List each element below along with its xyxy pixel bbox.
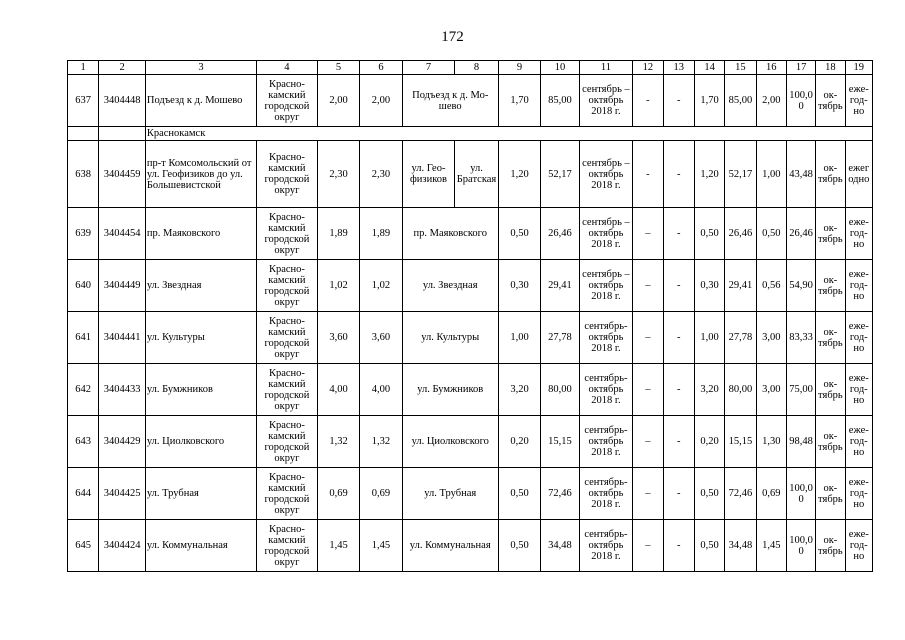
value-cell: - [663, 260, 694, 312]
district-cell: Красно-камский городской округ [257, 260, 318, 312]
value-cell: 2,30 [360, 141, 402, 208]
row-number: 642 [68, 364, 99, 416]
column-header: 14 [694, 61, 724, 75]
road-name: пр. Маяковского [145, 208, 256, 260]
value-cell: - [663, 208, 694, 260]
road-code: 3404429 [99, 416, 146, 468]
value-cell: 0,50 [694, 468, 724, 520]
value-cell: - [633, 75, 663, 127]
value-cell: 1,00 [756, 141, 786, 208]
road-code: 3404449 [99, 260, 146, 312]
value-cell: 34,48 [725, 520, 756, 572]
location-cell: ул. Бумжников [402, 364, 498, 416]
column-header: 13 [663, 61, 694, 75]
row-number: 645 [68, 520, 99, 572]
table-row [68, 364, 873, 416]
value-cell: 80,00 [725, 364, 756, 416]
value-cell: 0,20 [498, 416, 540, 468]
period-cell: сентябрь – октябрь 2018 г. [579, 208, 633, 260]
column-header: 1 [68, 61, 99, 75]
month-cell: ок-тябрь [816, 520, 845, 572]
value-cell: 29,41 [541, 260, 579, 312]
period-cell: сентябрь-октябрь 2018 г. [579, 468, 633, 520]
value-cell: – [633, 520, 663, 572]
value-cell: - [663, 364, 694, 416]
district-cell: Красно-камский городской округ [257, 520, 318, 572]
road-code: 3404433 [99, 364, 146, 416]
table-row [68, 260, 873, 312]
row-number: 644 [68, 468, 99, 520]
month-cell: ок-тябрь [816, 364, 845, 416]
frequency-cell: еже-год-но [845, 416, 872, 468]
value-cell: 0,20 [694, 416, 724, 468]
frequency-cell: еже-год-но [845, 468, 872, 520]
district-cell: Красно-камский городской округ [257, 208, 318, 260]
road-code: 3404441 [99, 312, 146, 364]
value-cell: 2,00 [360, 75, 402, 127]
value-cell: 0,50 [498, 520, 540, 572]
value-cell: 1,32 [360, 416, 402, 468]
month-cell: ок-тябрь [816, 208, 845, 260]
value-cell: 3,60 [360, 312, 402, 364]
value-cell: 26,46 [786, 208, 815, 260]
value-cell: – [633, 416, 663, 468]
value-cell: - [663, 416, 694, 468]
value-cell: 0,69 [360, 468, 402, 520]
value-cell: 26,46 [725, 208, 756, 260]
value-cell: 1,45 [756, 520, 786, 572]
location-cell: пр. Маяковского [402, 208, 498, 260]
period-cell: сентябрь – октябрь 2018 г. [579, 260, 633, 312]
value-cell: 1,02 [360, 260, 402, 312]
empty-cell [99, 127, 146, 141]
value-cell: 1,00 [694, 312, 724, 364]
frequency-cell: еже-год-но [845, 260, 872, 312]
column-header: 9 [498, 61, 540, 75]
road-code: 3404459 [99, 141, 146, 208]
table-row [68, 141, 873, 208]
column-header: 7 [402, 61, 455, 75]
district-cell: Красно-камский городской округ [257, 416, 318, 468]
value-cell: 0,30 [694, 260, 724, 312]
value-cell: 0,50 [756, 208, 786, 260]
road-name: ул. Трубная [145, 468, 256, 520]
district-cell: Красно-камский городской округ [257, 75, 318, 127]
row-number: 637 [68, 75, 99, 127]
value-cell: 3,20 [498, 364, 540, 416]
value-cell: – [633, 312, 663, 364]
table-row [68, 75, 873, 127]
table-row [68, 312, 873, 364]
value-cell: 72,46 [541, 468, 579, 520]
value-cell: 4,00 [317, 364, 359, 416]
period-cell: сентябрь-октябрь 2018 г. [579, 312, 633, 364]
value-cell: 72,46 [725, 468, 756, 520]
location-to: ул. Братская [455, 141, 498, 208]
value-cell: 0,69 [317, 468, 359, 520]
row-number: 643 [68, 416, 99, 468]
value-cell: – [633, 364, 663, 416]
value-cell: 15,15 [725, 416, 756, 468]
value-cell: 1,45 [317, 520, 359, 572]
value-cell: 1,32 [317, 416, 359, 468]
column-header: 4 [257, 61, 318, 75]
page-number: 172 [441, 29, 464, 45]
column-header: 19 [845, 61, 872, 75]
value-cell: 1,89 [317, 208, 359, 260]
value-cell: – [633, 468, 663, 520]
frequency-cell: еже-год-но [845, 520, 872, 572]
section-label: Краснокамск [145, 127, 872, 141]
location-from: ул. Гео-физиков [402, 141, 455, 208]
district-cell: Красно-камский городской округ [257, 141, 318, 208]
month-cell: ок-тябрь [816, 75, 845, 127]
value-cell: 27,78 [725, 312, 756, 364]
value-cell: 3,60 [317, 312, 359, 364]
location-cell: Подъезд к д. Мо-шево [402, 75, 498, 127]
value-cell: 100,00 [786, 468, 815, 520]
column-header: 11 [579, 61, 633, 75]
value-cell: 3,00 [756, 312, 786, 364]
value-cell: 3,20 [694, 364, 724, 416]
column-number-header-row [68, 61, 873, 75]
value-cell: 100,00 [786, 75, 815, 127]
road-code: 3404454 [99, 208, 146, 260]
row-number: 641 [68, 312, 99, 364]
road-name: Подъезд к д. Мошево [145, 75, 256, 127]
column-header: 18 [816, 61, 845, 75]
value-cell: 100,00 [786, 520, 815, 572]
value-cell: - [633, 141, 663, 208]
frequency-cell: ежег одно [845, 141, 872, 208]
location-cell: ул. Трубная [402, 468, 498, 520]
value-cell: 1,70 [694, 75, 724, 127]
column-header: 12 [633, 61, 663, 75]
value-cell: 54,90 [786, 260, 815, 312]
month-cell: ок-тябрь [816, 416, 845, 468]
month-cell: ок-тябрь [816, 312, 845, 364]
column-header: 10 [541, 61, 579, 75]
month-cell: ок-тябрь [816, 260, 845, 312]
value-cell: 1,30 [756, 416, 786, 468]
period-cell: сентябрь – октябрь 2018 г. [579, 75, 633, 127]
value-cell: 0,30 [498, 260, 540, 312]
road-name: ул. Звездная [145, 260, 256, 312]
location-cell: ул. Звездная [402, 260, 498, 312]
road-code: 3404424 [99, 520, 146, 572]
value-cell: 1,02 [317, 260, 359, 312]
value-cell: 80,00 [541, 364, 579, 416]
value-cell: 1,20 [498, 141, 540, 208]
column-header: 16 [756, 61, 786, 75]
row-number: 640 [68, 260, 99, 312]
value-cell: 0,69 [756, 468, 786, 520]
value-cell: 0,50 [694, 520, 724, 572]
value-cell: 15,15 [541, 416, 579, 468]
column-header: 2 [99, 61, 146, 75]
district-cell: Красно-камский городской округ [257, 364, 318, 416]
road-name: ул. Культуры [145, 312, 256, 364]
value-cell: 3,00 [756, 364, 786, 416]
column-header: 3 [145, 61, 256, 75]
section-row [68, 127, 873, 141]
value-cell: - [663, 312, 694, 364]
value-cell: 52,17 [541, 141, 579, 208]
value-cell: 85,00 [541, 75, 579, 127]
value-cell: 1,70 [498, 75, 540, 127]
month-cell: ок-тябрь [816, 141, 845, 208]
location-cell: ул. Коммунальная [402, 520, 498, 572]
frequency-cell: еже-год-но [845, 364, 872, 416]
district-cell: Красно-камский городской округ [257, 312, 318, 364]
value-cell: 34,48 [541, 520, 579, 572]
value-cell: 0,50 [498, 208, 540, 260]
frequency-cell: еже-год-но [845, 208, 872, 260]
value-cell: 98,48 [786, 416, 815, 468]
table-row [68, 208, 873, 260]
month-cell: ок-тябрь [816, 468, 845, 520]
period-cell: сентябрь-октябрь 2018 г. [579, 520, 633, 572]
table-row [68, 416, 873, 468]
value-cell: 1,20 [694, 141, 724, 208]
row-number: 638 [68, 141, 99, 208]
road-code: 3404425 [99, 468, 146, 520]
location-cell: ул. Культуры [402, 312, 498, 364]
value-cell: 85,00 [725, 75, 756, 127]
value-cell: 4,00 [360, 364, 402, 416]
value-cell: 83,33 [786, 312, 815, 364]
value-cell: 26,46 [541, 208, 579, 260]
period-cell: сентябрь-октябрь 2018 г. [579, 364, 633, 416]
road-code: 3404448 [99, 75, 146, 127]
road-name: пр-т Комсомольский от ул. Геофизиков до ул. Большевистской [145, 141, 256, 208]
column-header: 8 [455, 61, 498, 75]
value-cell: 27,78 [541, 312, 579, 364]
column-header: 5 [317, 61, 359, 75]
road-register-table [67, 60, 873, 572]
road-name: ул. Коммунальная [145, 520, 256, 572]
period-cell: сентябрь – октябрь 2018 г. [579, 141, 633, 208]
value-cell: 1,45 [360, 520, 402, 572]
value-cell: 1,00 [498, 312, 540, 364]
district-cell: Красно-камский городской округ [257, 468, 318, 520]
frequency-cell: еже-год-но [845, 312, 872, 364]
column-header: 15 [725, 61, 756, 75]
period-cell: сентябрь-октябрь 2018 г. [579, 416, 633, 468]
value-cell: – [633, 260, 663, 312]
value-cell: – [633, 208, 663, 260]
value-cell: 0,56 [756, 260, 786, 312]
value-cell: 29,41 [725, 260, 756, 312]
value-cell: - [663, 520, 694, 572]
column-header: 6 [360, 61, 402, 75]
table-row [68, 520, 873, 572]
road-name: ул. Циолковского [145, 416, 256, 468]
value-cell: 1,89 [360, 208, 402, 260]
value-cell: 43,48 [786, 141, 815, 208]
value-cell: - [663, 468, 694, 520]
location-cell: ул. Циолковского [402, 416, 498, 468]
road-name: ул. Бумжников [145, 364, 256, 416]
value-cell: - [663, 141, 694, 208]
row-number: 639 [68, 208, 99, 260]
value-cell: 2,00 [317, 75, 359, 127]
value-cell: 52,17 [725, 141, 756, 208]
empty-cell [68, 127, 99, 141]
frequency-cell: еже-год-но [845, 75, 872, 127]
table-row [68, 468, 873, 520]
value-cell: - [663, 75, 694, 127]
value-cell: 0,50 [498, 468, 540, 520]
column-header: 17 [786, 61, 815, 75]
value-cell: 0,50 [694, 208, 724, 260]
value-cell: 2,30 [317, 141, 359, 208]
value-cell: 75,00 [786, 364, 815, 416]
value-cell: 2,00 [756, 75, 786, 127]
